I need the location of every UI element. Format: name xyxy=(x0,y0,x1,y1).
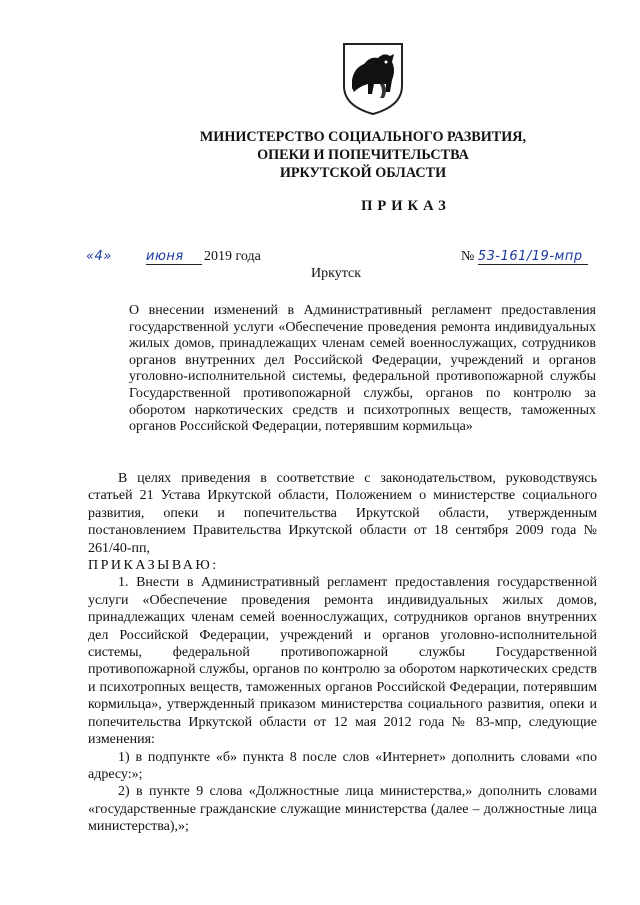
paragraph-item-1: 1. Внести в Административный регламент предоставления государственной услуги «Обеспечение проведения ремонта индивидуальных жилых домов, принадлежащих членам семей военнослужащих, сотрудников органов внутренних дел Российской Федерации, учреждений и органов уголовно-исполнительной системы, федеральной противопожарной службы Государственной противопожарной службы, органов по контролю за оборотом наркотических средств и психотропных веществ, таможенных органов Российской Федерации, потерявшим кормильца», утвержденный приказом министерства социального развития, опеки и попечительства Иркутской области от 12 мая 2012 года № 83-мпр, следующие изменения: xyxy=(88,575,597,748)
coat-of-arms-icon xyxy=(340,40,406,116)
date-day: «4» xyxy=(86,249,112,264)
city: Иркутск xyxy=(310,266,362,281)
ministry-line-3: ИРКУТСКОЙ ОБЛАСТИ xyxy=(279,165,447,181)
number-value: 53-161/19-мпр xyxy=(478,249,588,265)
paragraph-subitem-2: 2) в пункте 9 слова «Должностные лица министерства,» дополнить словами «государственные гражданские служащие министерства (далее – должностные лица министерства),»; xyxy=(88,784,597,835)
order-directive: ПРИКАЗЫВАЮ: xyxy=(88,558,219,574)
number-prefix: № xyxy=(461,249,475,264)
ministry-line-2: ОПЕКИ И ПОПЕЧИТЕЛЬСТВА xyxy=(257,147,469,163)
order-date xyxy=(86,249,261,265)
paragraph-subitem-1: 1) в подпункте «б» пункта 8 после слов «Интернет» дополнить словами «по адресу:»; xyxy=(88,749,597,782)
order-title: ПРИКАЗ xyxy=(361,198,451,214)
date-month: июня xyxy=(146,249,202,265)
order-body xyxy=(88,470,597,836)
ministry-header xyxy=(0,128,640,182)
paragraph-preamble: В целях приведения в соответствие с законодательством, руководствуясь статьей 21 Устава Иркутской области, Положением о министерстве социального развития, опеки и попечительства Иркутской области, утвержденным постановлением Правительства Иркутской области от 18 сентября 2009 года № 261/40-пп, xyxy=(88,471,597,556)
date-year: 2019 года xyxy=(204,249,261,264)
order-number xyxy=(461,249,588,265)
order-subject: О внесении изменений в Административный регламент предоставления государственной услуги «Обеспечение проведения ремонта индивидуальных жилых домов, принадлежащих членам семей военнослужащих, сотрудников органов внутренних дел Российской Федерации, учреждений и органов уголовно-исполнительной системы, федеральной противопожарной службы Государственной противопожарной службы, органов по контролю за оборотом наркотических средств и психотропных веществ, таможенных органов Российской Федерации, потерявшим кормильца» xyxy=(129,303,596,435)
ministry-line-1: МИНИСТЕРСТВО СОЦИАЛЬНОГО РАЗВИТИЯ, xyxy=(199,129,527,145)
